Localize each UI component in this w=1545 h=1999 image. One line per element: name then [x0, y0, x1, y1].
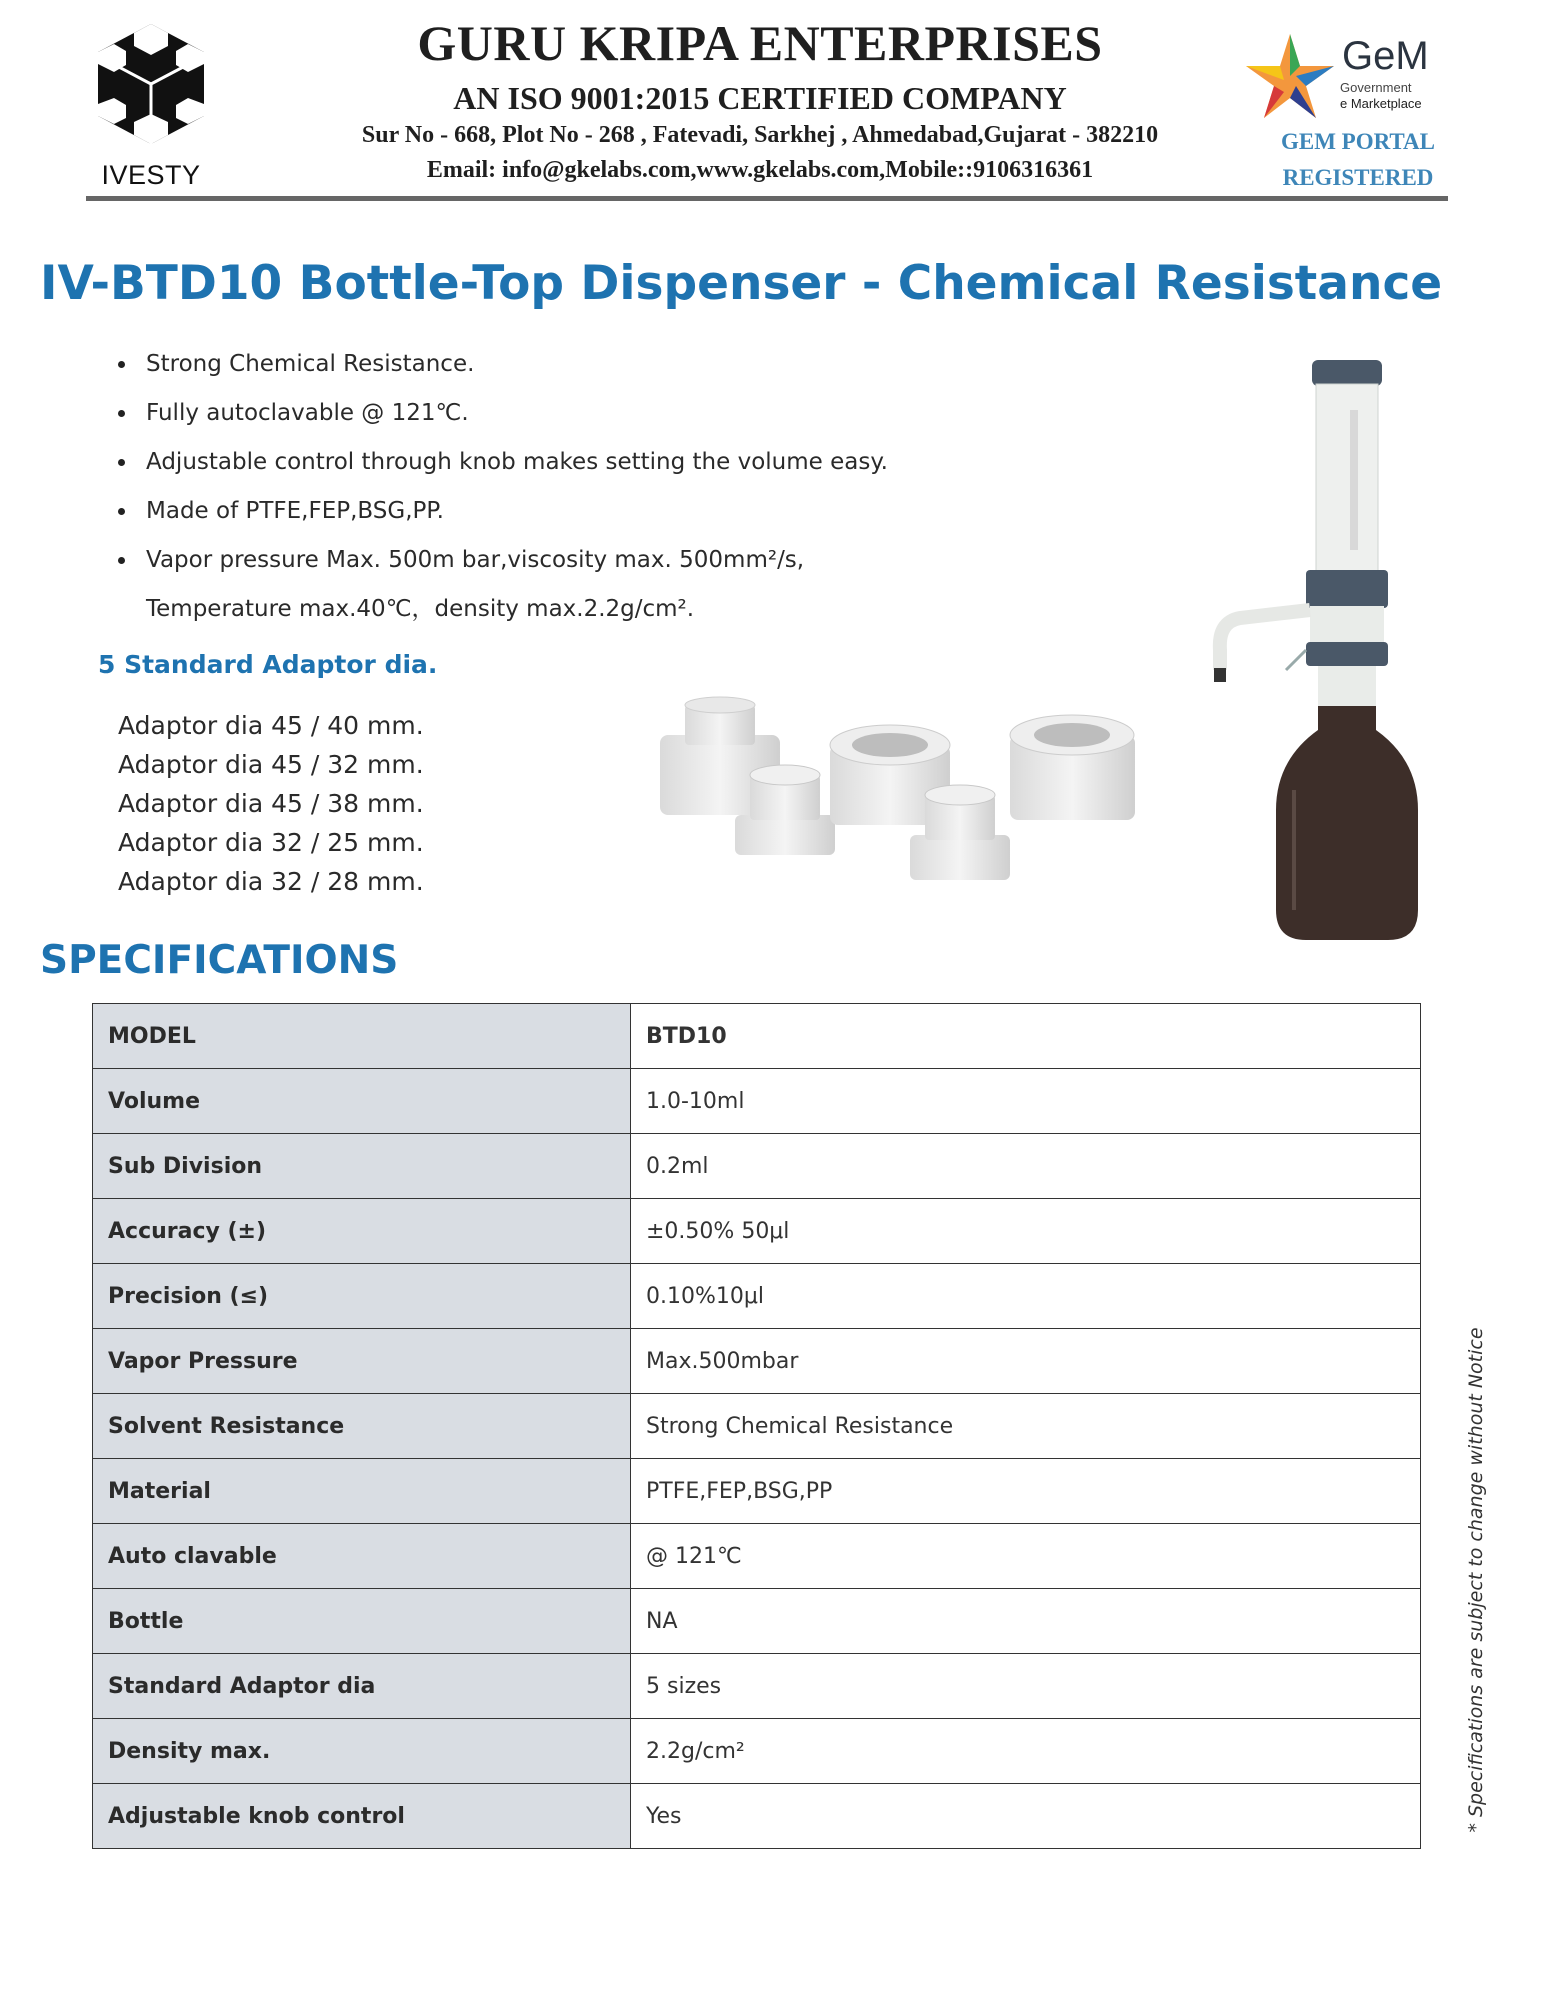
- spec-key: Auto clavable: [93, 1524, 631, 1589]
- dispenser-photo: [1190, 350, 1450, 950]
- specifications-heading: SPECIFICATIONS: [40, 938, 399, 983]
- spec-key: Standard Adaptor dia: [93, 1654, 631, 1719]
- spec-value: 1.0-10ml: [631, 1069, 1421, 1134]
- gem-portal-line1: GEM PORTAL: [1280, 129, 1435, 154]
- feature-item: Made of PTFE,FEP,BSG,PP.: [118, 487, 888, 536]
- adaptors-photo: [640, 685, 1160, 935]
- spec-key: MODEL: [93, 1004, 631, 1069]
- feature-item-continuation: Temperature max.40℃，density max.2.2g/cm².: [146, 596, 695, 622]
- table-row: [93, 1719, 1421, 1784]
- table-row: [93, 1394, 1421, 1459]
- spec-value: 5 sizes: [631, 1654, 1421, 1719]
- specifications-table: [92, 1003, 1421, 1849]
- bottle-top-dispenser-icon: [1190, 350, 1450, 950]
- spec-value: Yes: [631, 1784, 1421, 1849]
- gem-subtitle-marketplace: e Marketplace: [1340, 96, 1422, 111]
- gem-subtitle-government: Government: [1340, 80, 1412, 95]
- table-row: [93, 1459, 1421, 1524]
- gem-portal-registered: [1240, 124, 1476, 196]
- spec-value: 2.2g/cm²: [631, 1719, 1421, 1784]
- feature-list: [118, 340, 888, 585]
- spec-key: Solvent Resistance: [93, 1394, 631, 1459]
- gem-wordmark: GeM: [1342, 34, 1429, 78]
- adaptor-list: [118, 706, 424, 901]
- spec-key: Density max.: [93, 1719, 631, 1784]
- gem-portal-line2: REGISTERED: [1282, 165, 1434, 190]
- iso-certification: AN ISO 9001:2015 CERTIFIED COMPANY: [453, 80, 1067, 116]
- feature-item: Fully autoclavable @ 121℃.: [118, 389, 888, 438]
- feature-item: Strong Chemical Resistance.: [118, 340, 888, 389]
- spec-key: Adjustable knob control: [93, 1784, 631, 1849]
- spec-key: Vapor Pressure: [93, 1329, 631, 1394]
- spec-value: PTFE,FEP,BSG,PP: [631, 1459, 1421, 1524]
- adaptor-item: Adaptor dia 45 / 40 mm.: [118, 711, 424, 740]
- company-address: Sur No - 668, Plot No - 268 , Fatevadi, Sarkhej , Ahmedabad,Gujarat - 382210: [361, 122, 1159, 148]
- cube-logo-icon: [86, 20, 216, 150]
- spec-value: NA: [631, 1589, 1421, 1654]
- table-row: [93, 1589, 1421, 1654]
- company-name: GURU KRIPA ENTERPRISES: [417, 15, 1103, 71]
- spec-key: Bottle: [93, 1589, 631, 1654]
- spec-value: @ 121℃: [631, 1524, 1421, 1589]
- adaptor-item: Adaptor dia 45 / 38 mm.: [118, 789, 424, 818]
- gem-logo: [1240, 26, 1460, 196]
- adaptors-illustration-icon: [640, 685, 1160, 935]
- product-title: IV-BTD10 Bottle-Top Dispenser - Chemical Resistance: [40, 256, 1443, 311]
- spec-value: 0.2ml: [631, 1134, 1421, 1199]
- table-row: [93, 1524, 1421, 1589]
- company-contact: Email: info@gkelabs.com,www.gkelabs.com,Mobile::9106316361: [426, 157, 1094, 183]
- adaptor-item: Adaptor dia 45 / 32 mm.: [118, 750, 424, 779]
- table-row: [93, 1199, 1421, 1264]
- table-row: [93, 1069, 1421, 1134]
- table-row: [93, 1329, 1421, 1394]
- spec-value: ±0.50% 50μl: [631, 1199, 1421, 1264]
- feature-item: Vapor pressure Max. 500m bar,viscosity max. 500mm²/s,: [118, 536, 888, 585]
- disclaimer-text: * Specifications are subject to change without Notice: [1465, 1327, 1487, 1833]
- spec-key: Material: [93, 1459, 631, 1524]
- spec-key: Precision (≤): [93, 1264, 631, 1329]
- logo-brand-text: IVESTY: [101, 160, 201, 190]
- spec-key: Sub Division: [93, 1134, 631, 1199]
- table-row: [93, 1134, 1421, 1199]
- spec-key: Volume: [93, 1069, 631, 1134]
- table-row: [93, 1784, 1421, 1849]
- adaptor-item: Adaptor dia 32 / 25 mm.: [118, 828, 424, 857]
- header-divider: [86, 196, 1448, 201]
- feature-item: Adjustable control through knob makes setting the volume easy.: [118, 438, 888, 487]
- table-row: [93, 1264, 1421, 1329]
- gem-star-icon: [1240, 30, 1340, 122]
- spec-value: Max.500mbar: [631, 1329, 1421, 1394]
- table-row: [93, 1004, 1421, 1069]
- spec-key: Accuracy (±): [93, 1199, 631, 1264]
- spec-value: Strong Chemical Resistance: [631, 1394, 1421, 1459]
- company-logo: [86, 20, 216, 195]
- spec-value: BTD10: [631, 1004, 1421, 1069]
- adaptor-heading: 5 Standard Adaptor dia.: [98, 650, 438, 679]
- spec-value: 0.10%10μl: [631, 1264, 1421, 1329]
- specifications-disclaimer: [1456, 1327, 1496, 1833]
- adaptor-item: Adaptor dia 32 / 28 mm.: [118, 867, 424, 896]
- table-row: [93, 1654, 1421, 1719]
